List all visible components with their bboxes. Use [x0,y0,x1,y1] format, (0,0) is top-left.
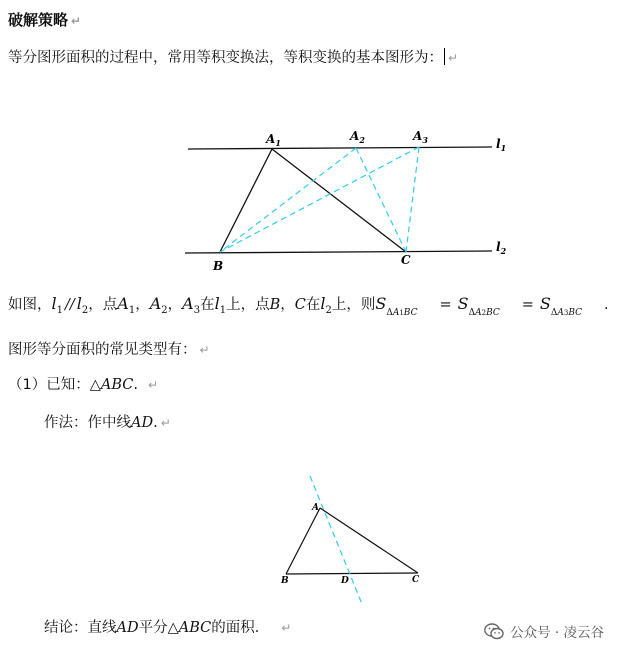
sep: ， [280,297,295,313]
statement-text-dot: ，点 [88,297,118,313]
statement-end: . [604,297,609,313]
math-on-l1: $l_1$ [214,294,227,316]
math-a1: $A_1$ [117,294,136,316]
math-a2: $A_2$ [149,294,168,316]
method-end: . [153,415,158,431]
conclusion-tail: 的面积． [211,620,270,636]
label-a1: $A_1$ [266,132,281,148]
math-s1: $S_{\Delta A1BC}$ [375,294,418,318]
math-l1: $l_1$ [51,294,63,316]
math-s2: $S_{\Delta A2BC}$ [457,294,500,318]
types-title-paragraph [8,340,210,360]
sep: ， [167,297,183,313]
watermark-text: 公众号 · 凌云谷 [510,625,604,641]
statement-text-up: 上，点 [226,297,270,313]
math-abc: ABC [178,620,212,636]
watermark [484,621,604,641]
dashed-median-ad [310,476,362,604]
case1-label: （1）已知： [8,377,90,393]
label-b2: B [281,576,289,586]
line-l1 [188,147,492,149]
segment-a1-c [272,149,406,252]
parallel-symbol: // [65,297,75,313]
statement-prefix: 如图， [8,297,52,313]
method-paragraph [44,413,171,433]
conclusion-paragraph [44,618,291,638]
conclusion-mid: 平分 [138,620,168,636]
math-l2: $l_2$ [76,294,89,316]
segment-b-c [286,573,418,574]
math-b: B [269,297,281,313]
equals-sign: = [439,297,452,313]
label-a2: $A_2$ [350,129,365,145]
label-a3: $A_3$ [413,129,428,145]
paragraph-mark: ↵ [281,621,292,635]
dashed-a2-c [356,148,406,252]
segment-a-c [320,508,418,573]
math-abc: ABC [100,377,134,393]
segment-a1-b [220,149,272,252]
paragraph-mark: ↵ [148,378,159,392]
heading-text: 破解策略 [8,11,69,29]
paragraph-mark: ↵ [448,51,459,65]
label-b: B [213,259,224,273]
conclusion-label: 结论：直线 [44,620,117,636]
paragraph-mark: ↵ [160,416,171,430]
case1-paragraph [8,375,158,395]
math-c: C [294,297,306,313]
equals-sign: = [521,297,534,313]
statement-text-then: 上，则 [331,297,376,313]
statement-text-on: 在 [305,297,321,313]
label-a: A [312,503,319,513]
statement-text-on: 在 [200,297,215,313]
figure-median-triangle [280,476,420,604]
math-a3: $A_3$ [182,294,201,316]
triangle-symbol: △ [89,377,101,393]
label-d: D [341,576,349,586]
math-on-l2: $l_2$ [320,294,332,316]
types-title-text: 图形等分面积的常见类型有： [8,342,197,358]
math-ad: AD [116,620,139,636]
sep: ， [135,297,150,313]
statement-paragraph [8,294,609,318]
label-l1: $l_1$ [496,137,507,153]
line-l2 [185,251,492,253]
wechat-icon [484,623,504,640]
math-ad: AD [131,415,154,431]
paragraph-mark: ↵ [71,14,82,28]
dashed-a3-c [406,147,419,252]
paragraph-mark: ↵ [199,343,210,357]
segment-a-b [286,508,320,574]
label-c2: C [412,575,420,585]
label-l2: $l_2$ [496,240,507,256]
triangle-symbol: △ [167,620,179,636]
method-label: 作法：作中线 [44,415,131,431]
case1-end: . [133,377,138,393]
dashed-a2-b [220,148,356,252]
label-c: C [401,253,411,267]
intro-text: 等分图形面积的过程中，常用等积变换法，等积变换的基本图形为： [8,50,443,66]
math-s3: $S_{\Delta A3BC}$ [539,294,582,318]
dashed-a3-b [220,147,419,252]
